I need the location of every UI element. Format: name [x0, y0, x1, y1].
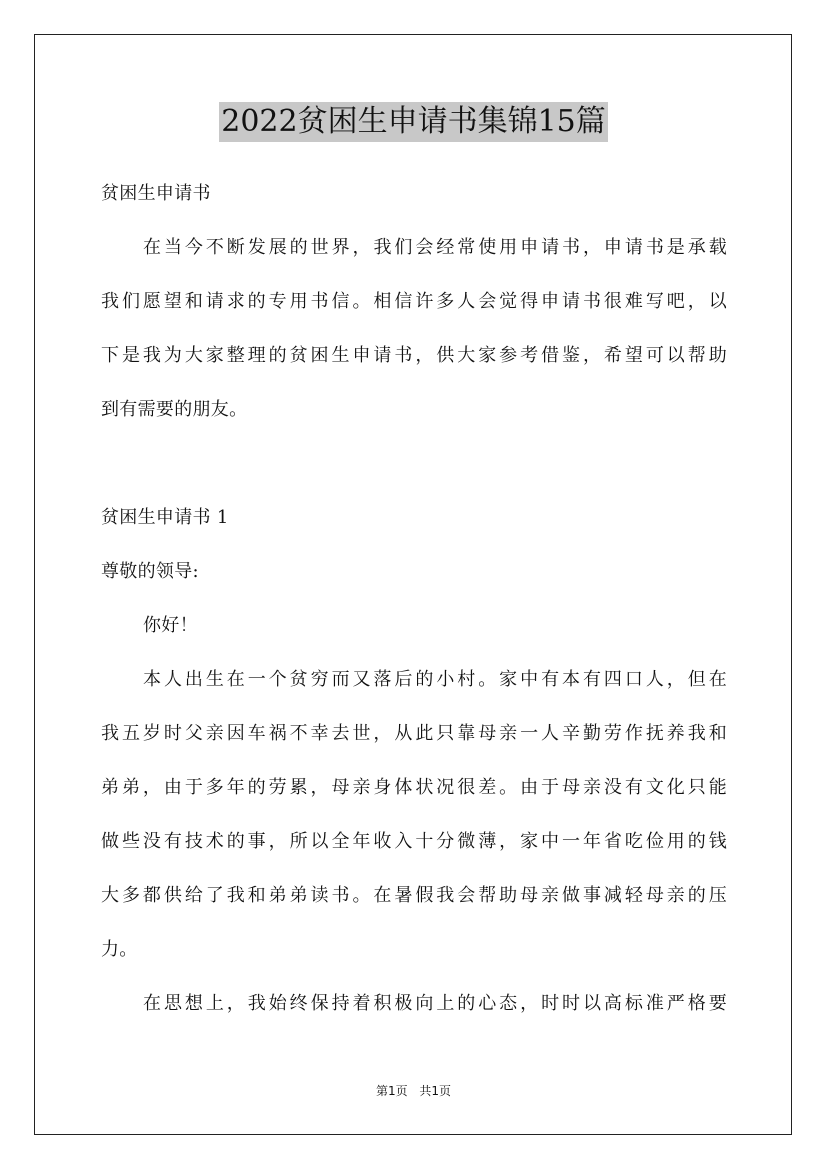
- paragraph-line: 弟弟，由于多年的劳累，母亲身体状况很差。由于母亲没有文化只能: [101, 777, 727, 798]
- paragraph-line: 大多都供给了我和弟弟读书。在暑假我会帮助母亲做事减轻母亲的压: [101, 885, 727, 906]
- paragraph-line: 下是我为大家整理的贫困生申请书，供大家参考借鉴，希望可以帮助: [101, 345, 727, 366]
- paragraph-line: 我五岁时父亲因车祸不幸去世，从此只靠母亲一人辛勤劳作抚养我和: [101, 723, 727, 744]
- document-body: [101, 167, 727, 1031]
- salutation: 尊敬的领导:: [101, 561, 199, 582]
- document-title: 2022贫困生申请书集锦15篇: [219, 102, 608, 142]
- paragraph-line: 我们愿望和请求的专用书信。相信许多人会觉得申请书很难写吧，以: [101, 291, 727, 312]
- section-heading: 贫困生申请书 1: [101, 507, 229, 528]
- paragraph-line: 在当今不断发展的世界，我们会经常使用申请书，申请书是承载: [143, 237, 727, 258]
- paragraph-line: 做些没有技术的事，所以全年收入十分微薄，家中一年省吃俭用的钱: [101, 831, 727, 852]
- paragraph-line: 在思想上，我始终保持着积极向上的心态，时时以高标准严格要: [143, 993, 727, 1014]
- paragraph-line: 本人出生在一个贫穷而又落后的小村。家中有本有四口人，但在: [143, 669, 727, 690]
- page-number: 第1页: [375, 1084, 408, 1098]
- page-total: 共1页: [419, 1084, 452, 1098]
- greeting: 你好！: [143, 615, 198, 636]
- spacer: [101, 437, 727, 491]
- title-container: [0, 102, 827, 142]
- paragraph-line: 到有需要的朋友。: [101, 399, 248, 420]
- section-heading: 贫困生申请书: [101, 183, 211, 204]
- page-footer: [0, 1082, 827, 1099]
- paragraph-line: 力。: [101, 939, 138, 960]
